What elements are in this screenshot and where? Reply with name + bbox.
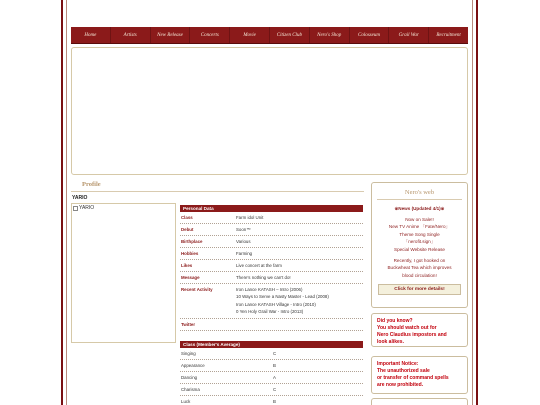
nav-new-release[interactable]: New Release (151, 27, 191, 43)
personal-data-table (180, 205, 363, 331)
notice-line: Important Notice: (377, 361, 419, 367)
nav-concerts[interactable]: Concerts (190, 27, 230, 43)
class-average-table (180, 341, 363, 405)
news-line: Theme Song Single (399, 231, 440, 237)
row-luck (180, 396, 363, 405)
more-details-button[interactable]: Click for more details! (378, 284, 461, 295)
row-birthplace (180, 236, 363, 248)
class-average-heading: Class (Member's Average) (180, 341, 363, 348)
activity-item: 0 Yen Holy Grail War - Intro (2013) (236, 308, 304, 314)
row-label: Birthplace (181, 239, 203, 244)
row-label: Twitter (181, 322, 196, 327)
profile-heading: Profile (82, 181, 101, 188)
row-value: Soon™ (236, 227, 251, 232)
notice-line: are now prohibited. (377, 382, 424, 388)
notice-command-spells (371, 356, 468, 394)
row-appearance (180, 360, 363, 372)
news-line: New TV Anime 「Fate/Nero」 (388, 224, 451, 230)
sidebar-box-partial (371, 398, 468, 405)
notice-line: or transfer of command spells (377, 375, 449, 381)
profile-divider (71, 191, 364, 192)
notice-line: Nero Claudius impostors and (377, 332, 447, 338)
row-hobbies (180, 248, 363, 260)
personal-data-heading: Personal Data (180, 205, 363, 212)
news-line: Special Website Release (394, 246, 445, 252)
news-title: Nero's web (404, 189, 435, 196)
row-class (180, 212, 363, 224)
news-line: Now on Sale!! (405, 217, 434, 222)
activity-item: 10 Ways to Serve a Nasty Master - Lead (2008) (236, 294, 329, 300)
row-value: Farm idol Unit (236, 215, 264, 220)
news-paragraph-1 (372, 216, 467, 253)
nav-artists[interactable]: Artists (111, 27, 151, 43)
row-value: B (273, 399, 276, 404)
row-value: Various (236, 239, 251, 244)
news-divider (377, 199, 462, 200)
row-label: Message (181, 275, 200, 280)
row-label: Singing (181, 351, 196, 356)
activity-item: Iron Lance KATASH Village - Intro (2010) (236, 301, 316, 307)
news-line: Buckwheat Tea which improves (387, 265, 452, 271)
notice-text (377, 361, 449, 389)
row-label: Luck (181, 399, 191, 404)
row-label: Class (181, 215, 193, 220)
row-label: Appearance (181, 363, 205, 368)
notice-line: look alikes. (377, 339, 404, 345)
banner-area (71, 47, 468, 175)
row-label: Dancing (181, 375, 198, 380)
row-debut (180, 224, 363, 236)
row-label: Recent Activity (181, 287, 213, 292)
row-likes (180, 260, 363, 272)
nav-home[interactable]: Home (71, 27, 111, 43)
notice-text (377, 318, 447, 346)
nav-grail-war[interactable]: Grail War (389, 27, 429, 43)
row-label: Charisma (181, 387, 200, 392)
row-value: Farming (236, 251, 253, 256)
artist-name: YARIO (72, 195, 88, 201)
nav-citizen-club[interactable]: Citizen Club (270, 27, 310, 43)
broken-image-icon-wrap (73, 205, 94, 211)
news-date: ※News (Updated 4/1)※ (394, 206, 445, 211)
row-twitter (180, 319, 363, 331)
row-charisma (180, 384, 363, 396)
row-value: A (273, 375, 276, 380)
news-paragraph-2 (372, 257, 467, 279)
nav-colosseum[interactable]: Colosseum (350, 27, 390, 43)
news-line: blood circulation! (402, 272, 437, 278)
row-message (180, 272, 363, 284)
nav-neros-shop[interactable]: Nero's Shop (310, 27, 350, 43)
main-nav (71, 27, 468, 44)
row-value: There's nothing we can't do! (236, 275, 291, 280)
activity-item: Iron Lance KATASH – Intro (2006) (236, 287, 303, 292)
row-value: C (273, 351, 277, 356)
notice-line: The unauthorized sale (377, 368, 430, 374)
artist-photo (71, 203, 176, 343)
row-value: C (273, 387, 277, 392)
photo-alt-text: YARIO (79, 205, 95, 211)
nav-movie[interactable]: Movie (230, 27, 270, 43)
row-dancing (180, 372, 363, 384)
row-value: Live concert at the farm (236, 263, 282, 268)
notice-line: You should watch out for (377, 325, 437, 331)
notice-line: Did you know? (377, 318, 413, 324)
row-label: Likes (181, 263, 193, 268)
nav-recruitment[interactable]: Recruitment (436, 32, 461, 38)
recent-activity-list (236, 287, 329, 316)
broken-image-icon (73, 206, 78, 211)
news-line: 「nerofit.sign」 (403, 239, 436, 245)
row-recent-activity (180, 284, 363, 319)
row-singing (180, 348, 363, 360)
news-line: Recently, I got hooked on (393, 258, 446, 264)
row-label: Hobbies (181, 251, 199, 256)
news-box (371, 182, 468, 308)
notice-impostors (371, 313, 468, 347)
row-label: Debut (181, 227, 194, 232)
row-value: B (273, 363, 276, 368)
